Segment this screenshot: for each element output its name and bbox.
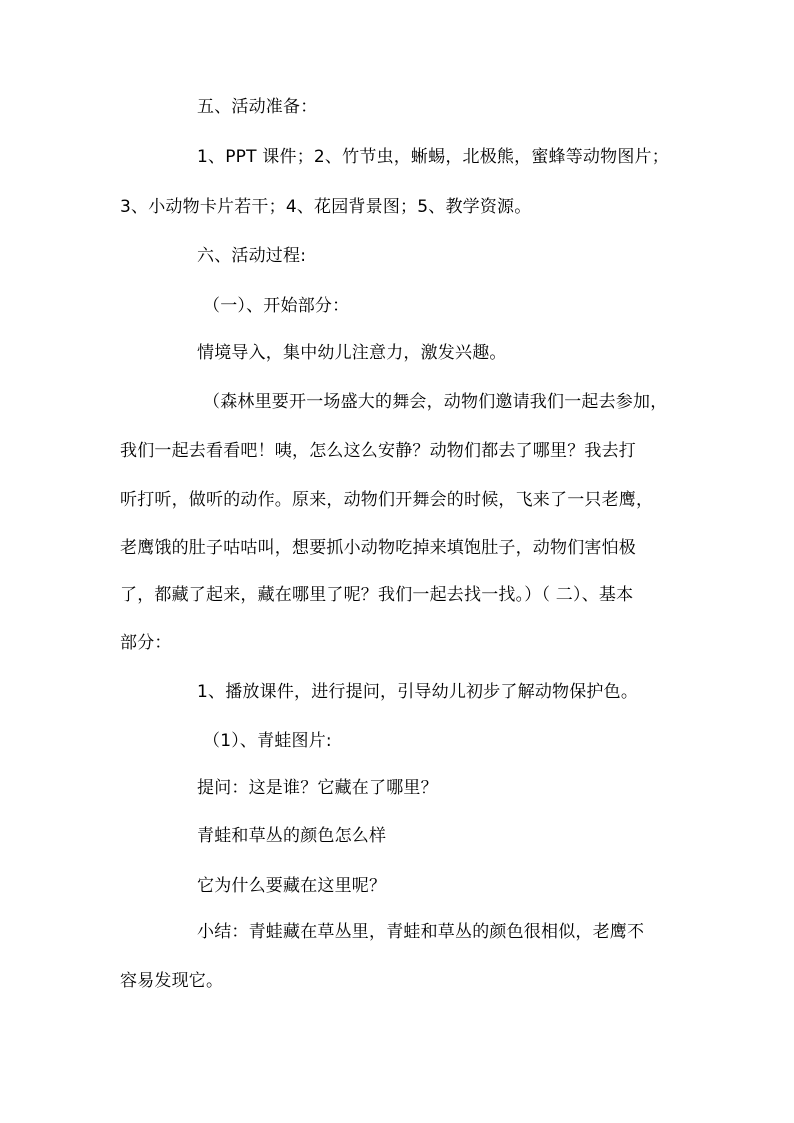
paragraph-line: 部分： xyxy=(120,633,172,653)
paragraph-line: 3、小动物卡片若干；4、花园背景图；5、教学资源。 xyxy=(120,197,532,217)
summary-line: 容易发现它。 xyxy=(120,971,224,991)
section-heading-preparation: 五、活动准备： xyxy=(197,97,318,117)
paragraph-line: 1、PPT 课件；2、竹节虫，蜥蜴，北极熊，蜜蜂等动物图片； xyxy=(197,147,669,167)
question-line: 它为什么要藏在这里呢？ xyxy=(197,876,387,896)
paragraph-line: 情境导入，集中幼儿注意力，激发兴趣。 xyxy=(197,343,507,363)
paragraph-line: 听打听，做听的动作。原来，动物们开舞会的时候，飞来了一只老鹰， xyxy=(120,490,654,510)
paragraph-line: 了，都藏了起来，藏在哪里了呢？我们一起去找一找。）（ 二）、基本 xyxy=(120,585,634,605)
paragraph-line: （森林里要开一场盛大的舞会，动物们邀请我们一起去参加， xyxy=(203,392,668,412)
paragraph-line: 我们一起去看看吧！咦，怎么这么安静？动物们都去了哪里？我去打 xyxy=(120,441,636,461)
question-line: 青蛙和草丛的颜色怎么样 xyxy=(197,826,387,846)
subsection-heading-frog: （1）、青蛙图片: xyxy=(203,731,332,751)
question-line: 提问：这是谁？它藏在了哪里？ xyxy=(197,778,438,798)
section-heading-process: 六、活动过程: xyxy=(197,246,307,266)
paragraph-line: 老鹰饿的肚子咕咕叫，想要抓小动物吃掉来填饱肚子，动物们害怕极 xyxy=(120,538,636,558)
paragraph-line: 1、播放课件，进行提问，引导幼儿初步了解动物保护色。 xyxy=(197,682,639,702)
subsection-heading-start: （一）、开始部分： xyxy=(203,296,350,316)
summary-line: 小结：青蛙藏在草丛里，青蛙和草丛的颜色很相似，老鹰不 xyxy=(197,922,645,942)
